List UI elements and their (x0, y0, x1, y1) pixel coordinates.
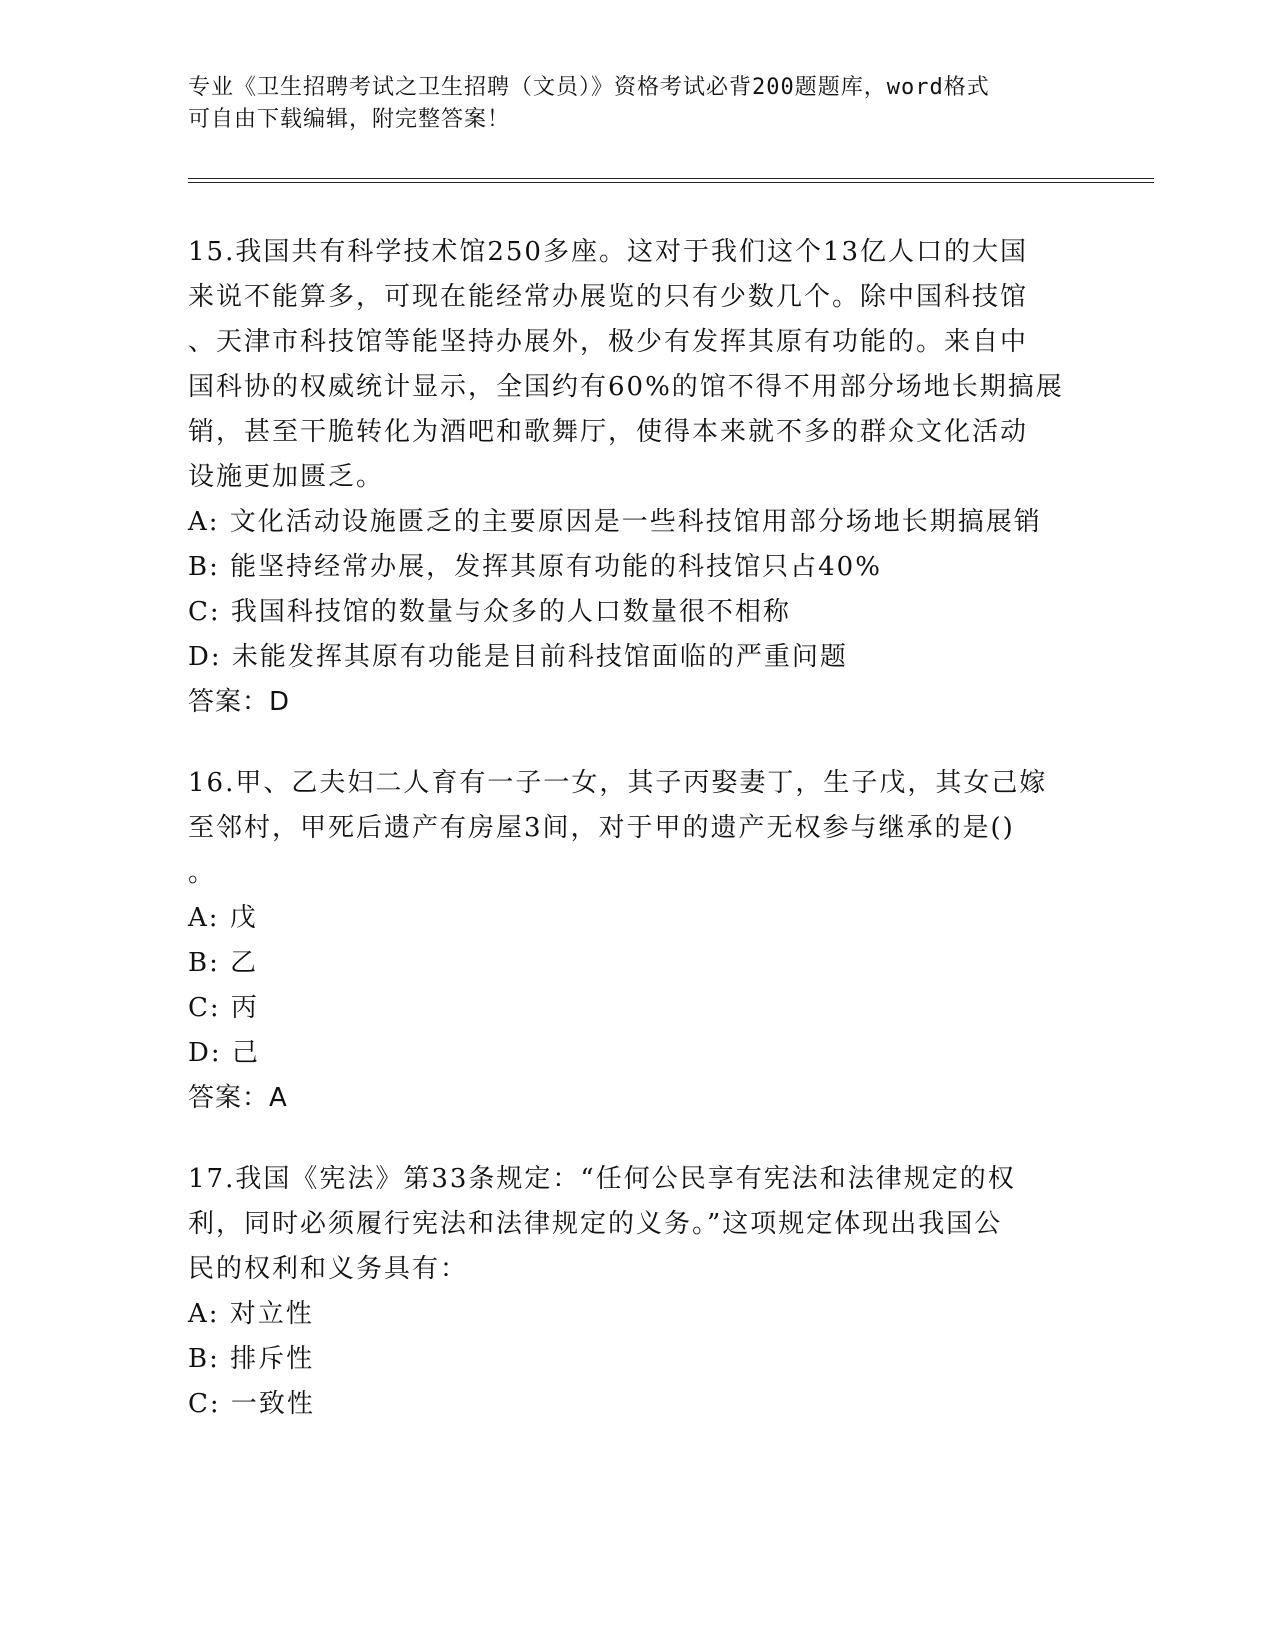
header-line-2: 可自由下载编辑，附完整答案！ (188, 107, 511, 132)
question-text-line: 销，甚至干脆转化为酒吧和歌舞厅，使得本来就不多的群众文化活动 (188, 417, 1029, 447)
question-text-line: 16.甲、乙夫妇二人育有一子一女，其子丙娶妻丁，生子戊，其女己嫁 (188, 768, 1048, 798)
question-text-line: 、天津市科技馆等能坚持办展外，极少有发挥其原有功能的。来自中 (188, 327, 1029, 357)
option-c: C: 我国科技馆的数量与众多的人口数量很不相称 (188, 597, 791, 627)
document-header (188, 72, 1068, 136)
option-b: B: 乙 (188, 948, 259, 978)
question-16 (188, 761, 1088, 1121)
question-text-line: 至邻村，甲死后遗产有房屋3间，对于甲的遗产无权参与继承的是() (188, 813, 1015, 843)
question-text-line: 17.我国《宪法》第33条规定：“任何公民享有宪法和法律规定的权 (188, 1164, 1016, 1194)
option-a: A: 文化活动设施匮乏的主要原因是一些科技馆用部分场地长期搞展销 (188, 507, 1042, 537)
option-b: B: 排斥性 (188, 1344, 315, 1374)
question-text-line: 国科协的权威统计显示，全国约有60%的馆不得不用部分场地长期搞展 (188, 372, 1064, 402)
option-d: D: 己 (188, 1038, 260, 1068)
header-line-1: 专业《卫生招聘考试之卫生招聘（文员）》资格考试必背200题题库，word格式 (188, 75, 990, 100)
question-15 (188, 230, 1088, 725)
question-text-line: 利，同时必须履行宪法和法律规定的义务。”这项规定体现出我国公 (188, 1209, 1003, 1239)
question-text-line: 设施更加匮乏。 (188, 462, 385, 492)
question-text-line: 15.我国共有科学技术馆250多座。这对于我们这个13亿人口的大国 (188, 237, 1029, 267)
answer-label: 答案：A (188, 1083, 288, 1113)
option-c: C: 一致性 (188, 1389, 315, 1419)
option-b: B: 能坚持经常办展，发挥其原有功能的科技馆只占40% (188, 552, 882, 582)
option-a: A: 戊 (188, 903, 258, 933)
question-text-line: 。 (188, 858, 217, 888)
option-c: C: 丙 (188, 993, 259, 1023)
question-text-line: 民的权利和义务具有： (188, 1254, 469, 1284)
option-d: D: 未能发挥其原有功能是目前科技馆面临的严重问题 (188, 642, 848, 672)
header-divider (188, 178, 1154, 183)
question-text-line: 来说不能算多，可现在能经常办展览的只有少数几个。除中国科技馆 (188, 282, 1029, 312)
question-list (188, 230, 1088, 1463)
option-a: A: 对立性 (188, 1299, 314, 1329)
answer-label: 答案：D (188, 687, 291, 717)
question-17 (188, 1157, 1088, 1427)
